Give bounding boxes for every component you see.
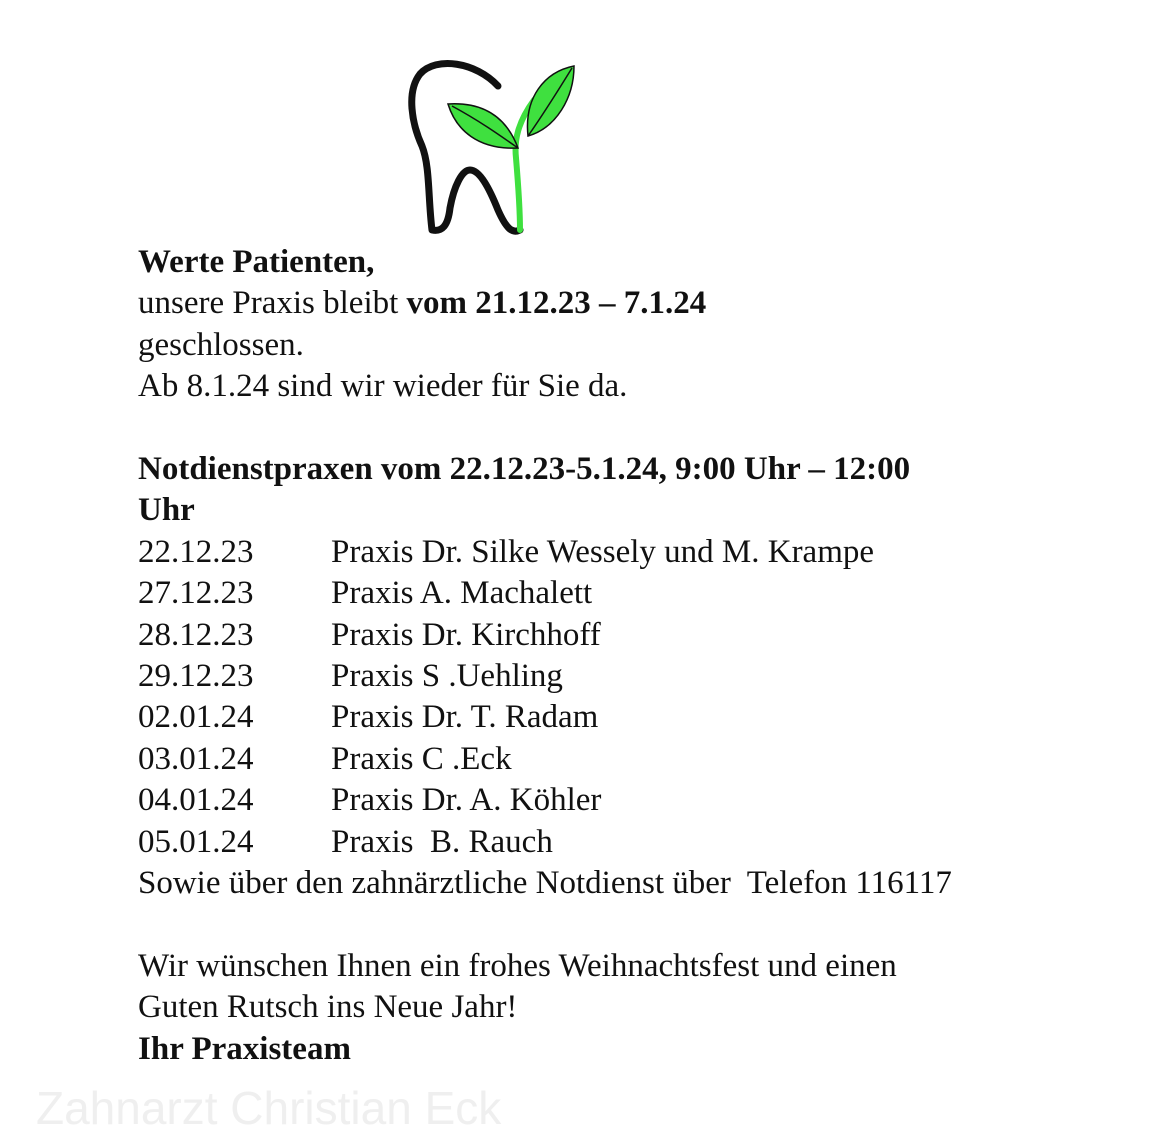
closure-period: vom 21.12.23 – 7.1.24 [406,285,707,322]
schedule-praxis: Praxis B. Rauch [331,823,553,860]
wish-line: Wir wünschen Ihnen ein frohes Weihnachtsfest und einen [138,947,897,984]
schedule-row [138,532,1098,573]
schedule-praxis: Praxis S .Uehling [331,658,563,695]
schedule-praxis: Praxis C .Eck [331,740,512,777]
schedule-date: 02.01.24 [138,699,254,736]
schedule-row [138,780,1098,821]
schedule-praxis: Praxis Dr. T. Radam [331,699,599,736]
closure-prefix: unsere Praxis bleibt [138,285,407,322]
closure-suffix: geschlossen. [138,326,304,363]
schedule-praxis: Praxis Dr. A. Köhler [331,782,602,819]
spacer [138,408,1098,449]
reopen-line: Ab 8.1.24 sind wir wieder für Sie da. [138,368,628,405]
schedule-row [138,656,1098,697]
schedule-date: 05.01.24 [138,823,254,860]
schedule-date: 03.01.24 [138,740,254,777]
signature: Ihr Praxisteam [138,1030,351,1067]
notice-text [138,242,1098,1070]
emergency-heading-cont: Uhr [138,492,195,529]
schedule-date: 28.12.23 [138,616,254,653]
tooth-leaf-logo [406,58,580,238]
emergency-heading: Notdienstpraxen vom 22.12.23-5.1.24, 9:00 Uhr – 12:00 [138,451,911,488]
schedule-date: 29.12.23 [138,658,254,695]
watermark: Zahnarzt Christian Eck [36,1082,502,1134]
schedule-praxis: Praxis Dr. Kirchhoff [331,616,601,653]
schedule-date: 27.12.23 [138,575,254,612]
schedule-row [138,822,1098,863]
schedule-praxis: Praxis A. Machalett [331,575,593,612]
closure-line [138,283,1098,324]
schedule-row [138,615,1098,656]
schedule-row [138,739,1098,780]
tooth-with-leaves-icon [406,58,580,238]
greeting: Werte Patienten, [138,244,375,280]
schedule-row [138,697,1098,738]
schedule-date: 04.01.24 [138,782,254,819]
phone-note: Sowie über den zahnärztliche Notdienst über Telefon 116117 [138,865,952,902]
schedule-praxis: Praxis Dr. Silke Wessely und M. Krampe [331,533,875,570]
schedule-date: 22.12.23 [138,533,254,570]
wish-line: Guten Rutsch ins Neue Jahr! [138,989,518,1026]
spacer [138,904,1098,945]
schedule-row [138,573,1098,614]
